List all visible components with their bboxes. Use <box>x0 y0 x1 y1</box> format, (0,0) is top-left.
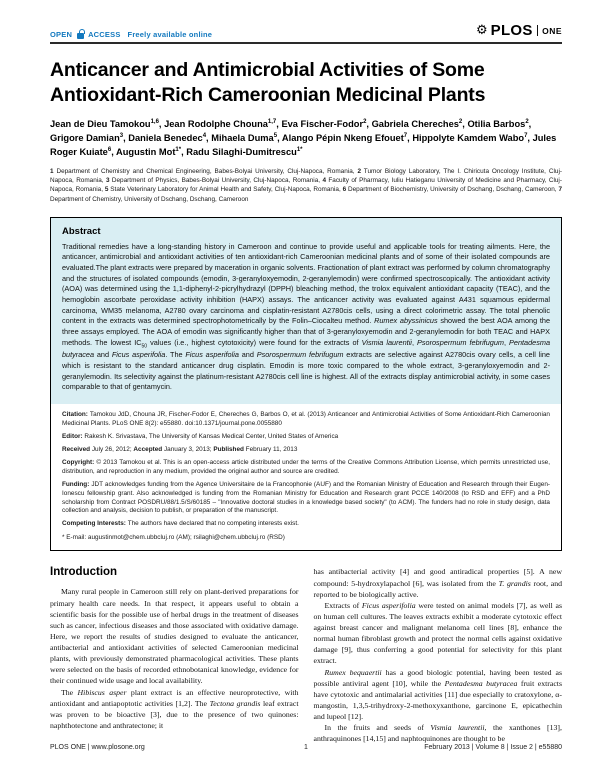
intro-paragraph: Rumex bequaertii has a good biologic potential, having been tested as possible antiviral agent [10], while the Pentadesma butyracea fruit extracts have cytotoxic and antimalarial activities [11] due especially to cratoxylone, α-mangostin, 1,3,5-trihydroxy-2-methoxyxanthone, garcinone E, epicathechin and lupeol [12]. <box>313 667 562 722</box>
intro-left-paragraphs <box>50 586 299 731</box>
intro-paragraph: has antibacterial activity [4] and good antiradical properties [5]. A new compound: 5-hydroxylapachol [6], was isolated from the T. grandis root, and reported to be biologically active. <box>313 567 563 599</box>
logo-divider <box>537 25 538 36</box>
open-lock-icon <box>77 33 84 39</box>
intro-paragraph: In the fruits and seeds of Vismia laurentii, the xanthones [13], anthraquinones [14,15] and naphtoquinones are thought to be <box>313 723 562 744</box>
metadata-entry: Copyright: © 2013 Tamokou et al. This is an open-access article distributed under the terms of the Creative Commons Attribution License, which permits unrestricted use, distribution, and reproduction in any medium, provided the original author and source are credited. <box>62 459 550 475</box>
article-metadata <box>51 404 561 550</box>
abstract-text: Traditional remedies have a long-standing history in Cameroon and continue to provide useful and applicable tools for treating ailments. Here, the anticancer, antimicrobial and antioxidant activities of ten antioxidant-rich Cameroonian medicinal plants and of some of their isolated compounds are evaluated.The plant extracts were prepared by maceration in organic solvents. Fractionation of plant extract was performed by column chromatography and the structures of isolated compounds (emodin, 3-geranyloxyemodin, 2-geranylemodin) were confirmed spectroscopically. The antioxidant activity (AOA) was determined using the 1,1-diphenyl-2-picrylhydrazyl (DPPH) bleaching method, the trolox equivalent antioxidant capacity (TEAC), and the hemoglobin ascorbate peroxidase activity inhibition (HAPX) assays. The anticancer activity was evaluated against A431 squamous epidermal carcinoma, WM35 melanoma, A2780 ovary carcinoma and cisplatin-resistant A2780cis cells, using a direct colorimetric assay. The total phenolic content in the extracts was determined spectrophotometrically by the Folin–Ciocalteu method. Rumex abyssinicus showed the best AOA among the three assays employed. The AOA of emodin was significantly higher than that of 3-geranyloxyemodin and 2-geranylemodin for both TEAC and HAPX methods. The lowest $IC_{50}$ values (i.e., highest cytotoxicity) were found for the extracts of Vismia laurentii, Psorospermum febrifugum, Pentadesma butyracea and Ficus asperifolia. The Ficus asperifolia and Psorospermum febrifugum extracts are selective against A2780cis ovary cells, a cell line which is resistant to the standard anticancer drug cisplatin. Emodin is more toxic compared to the whole extract, 3-geranyloxyemodin and 2-geranylemodin. Its selectivity against the platinum-resistant A2780cis cell line is highest. All of the extracts display antimicrobial activity, in some cases comparable to that of gentamycin. <box>62 241 551 392</box>
page-footer <box>50 744 562 751</box>
journal-header <box>50 22 562 39</box>
metadata-entry: Received July 26, 2012; Accepted January 3, 2013; Published February 11, 2013 <box>62 446 298 454</box>
metadata-entry: * E-mail: augustinmot@chem.ubbcluj.ro (AM); rsilaghi@chem.ubbcluj.ro (RSD) <box>62 533 285 541</box>
plos-gear-icon: ⚙ <box>475 23 488 38</box>
plos-one-logo <box>476 22 562 39</box>
footer-page-number: 1 <box>304 744 308 751</box>
plos-wordmark: PLOS <box>490 22 533 39</box>
author-name: Radu Silaghi-Dumitrescu$^{1*}$ <box>186 147 303 158</box>
author-name: Otilia Barbos$^2$ <box>467 118 529 129</box>
open-access-open-label: OPEN <box>50 30 73 39</box>
affiliations: 1 Department of Chemistry and Chemical Engineering, Babes-Bolyai University, Cluj-Napoca, Romania, 2 Tumor Biology Laboratory, The I. Chiricuta Oncology Institute, Cluj-Napoca, Romania, 3 Department of Physics, Babes-Bolyai University, Cluj-Napoca, Romania, 4 Faculty of Pharmacy, Iuliu Hatieganu University of Medicine and Pharmacy, Cluj-Napoca, Romania, 5 State Veterinary Laboratory for Animal Health and Safety, Cluj-Napoca, Romania, 6 Department of Biochemistry, University of Dschang, Dschang, Cameroon, 7 Department of Chemistry, University of Dschang, Dschang, Cameroon <box>50 167 562 203</box>
author-name: Jules Roger Kuiate$^6$ <box>50 132 557 158</box>
author-name: Mihaela Duma$^5$ <box>211 132 278 143</box>
open-access-banner <box>50 30 212 39</box>
open-access-access-label: ACCESS <box>88 30 121 39</box>
author-list: Jean de Dieu Tamokou$^{1,6}$, Jean Rodolphe Chouna$^{1,7}$, Eva Fischer-Fodor$^2$, Gabriela Chereches$^2$, Otilia Barbos$^2$, Grigore Damian$^3$, Daniela Benedec$^4$, Mihaela Duma$^5$, Alango Pépin Nkeng Efouet$^7$, Hippolyte Kamdem Wabo$^7$, Jules Roger Kuiate$^6$, Augustin Mot$^{1*}$, Radu Silaghi-Dumitrescu$^{1*}$ <box>50 118 557 158</box>
author-name: Jean de Dieu Tamokou$^{1,6}$ <box>50 118 159 129</box>
author-name: Jean Rodolphe Chouna$^{1,7}$ <box>164 118 277 129</box>
header-rule <box>50 42 562 44</box>
freely-available-label: Freely available online <box>127 30 213 39</box>
article-title: Anticancer and Antimicrobial Activities of Some Antioxidant-Rich Cameroonian Medicinal Plants <box>50 59 486 106</box>
intro-paragraph: Many rural people in Cameroon still rely on plant-derived preparations for primary health care needs. In that respect, it appears useful to obtain a scientific basis for the possible use of herbal drugs in the treatment of diseases such as cancer, infectious diseases and those associated with oxidative damage. Here, we report the results of studies designed to evaluate the anticancer, antibacterial and antioxidant activities of selected Cameroonian medicinal plants, with previously demonstrated pharmacological activities. These plants were selected on the basis of recorded ethnobotanical knowledge, evidence for their continued wide usage and local availability. <box>50 587 299 686</box>
introduction-section <box>50 566 562 744</box>
intro-paragraph: The Hibiscus asper plant extract is an effective neuroprotective, with antioxidant and antiapoptotic activities [1,2]. The Tectona grandis leaf extract was proven to be bioactive [3], due to the presence of two quinones: naphthotectone and anthratectone; it <box>50 687 299 731</box>
intro-right-paragraphs <box>314 566 563 744</box>
author-name: Hippolyte Kamdem Wabo$^7$ <box>412 132 528 143</box>
introduction-heading: Introduction <box>50 566 118 579</box>
intro-paragraph: Extracts of Ficus asperifolia were tested on animal models [7], as well as on human cell cultures. The leaves extracts exhibit a moderate cytotoxic effect against breast cancer and malignant melanoma cell lines [8], enhance the normal human fibroblast growth and protect the normal cells against oxidative damage [9], thus conferring a good potential for selectivity for this plant extract. <box>313 600 562 666</box>
intro-left-column <box>50 566 299 744</box>
one-wordmark: ONE <box>542 25 562 36</box>
abstract-metadata-box <box>50 217 562 552</box>
abstract-heading: Abstract <box>62 225 101 237</box>
author-name: Alango Pépin Nkeng Efouet$^7$ <box>281 132 408 143</box>
author-name: Augustin Mot$^{1*}$ <box>116 147 182 158</box>
abstract-section <box>51 218 561 404</box>
author-name: Eva Fischer-Fodor$^2$ <box>281 118 367 129</box>
footer-journal-url: PLOS ONE | www.plosone.org <box>50 744 145 751</box>
metadata-entry: Funding: JDT acknowledges funding from the Agence Universitaire de la Francophonie (AUF) and the Romanian Ministry of Education and Research through their Eugen-Ionescu fellowship grant. Also acknowledged is funding from the Romanian Ministry for Education and Research grant PCCE 140/2008 (to RSD and EFF) and a PhD scholarship from Contract POSDRU/88/1.5/S/60185 – "Innovative doctoral studies in a knowledge based society" (to ACM). The funders had no role in study design, data collection and analysis, decision to publish, or preparation of the manuscript. <box>62 481 551 515</box>
metadata-entry: Editor: Rakesh K. Srivastava, The University of Kansas Medical Center, United States of America <box>62 432 339 440</box>
author-name: Grigore Damian$^3$ <box>50 132 124 143</box>
author-name: Daniela Benedec$^4$ <box>128 132 207 143</box>
metadata-entry: Citation: Tamokou JdD, Chouna JR, Fischer-Fodor E, Chereches G, Barbos O, et al. (2013) Anticancer and Antimicrobial Activities of Some Antioxidant-Rich Cameroonian Medicinal Plants. PLoS ONE 8(2): e55880. doi:10.1371/journal.pone.0055880 <box>62 410 550 427</box>
intro-right-column <box>314 566 563 744</box>
footer-issue-info: February 2013 | Volume 8 | Issue 2 | e55880 <box>424 744 563 751</box>
author-name: Gabriela Chereches$^2$ <box>371 118 463 129</box>
metadata-entry: Competing Interests: The authors have declared that no competing interests exist. <box>62 520 299 528</box>
